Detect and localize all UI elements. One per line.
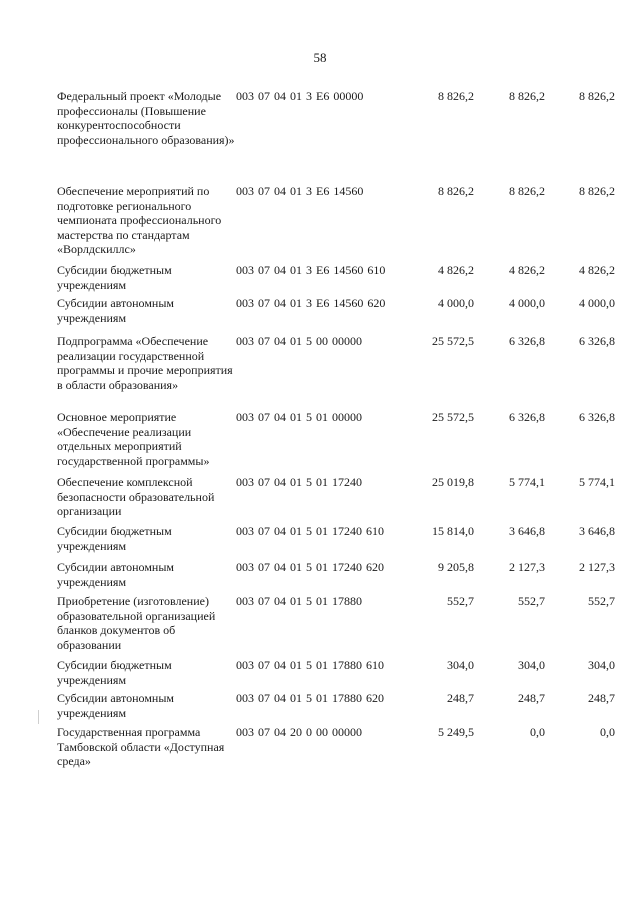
row-value-2: 8 826,2 xyxy=(509,184,545,198)
row-value-1: 304,0 xyxy=(447,658,474,672)
row-value-2: 8 826,2 xyxy=(509,89,545,103)
row-value-2: 2 127,3 xyxy=(509,560,545,574)
row-code: 003 07 04 01 5 00 00000 xyxy=(236,334,362,348)
row-code: 003 07 04 01 5 01 17880 620 xyxy=(236,691,384,705)
row-value-3: 3 646,8 xyxy=(579,524,615,538)
row-value-1: 8 826,2 xyxy=(438,89,474,103)
row-code: 003 07 04 01 5 01 17240 xyxy=(236,475,362,489)
row-code: 003 07 04 01 5 01 00000 xyxy=(236,410,362,424)
row-value-3: 2 127,3 xyxy=(579,560,615,574)
row-name: Обеспечение комплексной безопасности образовательной организации xyxy=(57,475,215,519)
row-value-3: 248,7 xyxy=(588,691,615,705)
row-name: Приобретение (изготовление) образовательной организацией бланков документов об образовании xyxy=(57,594,216,652)
row-code: 003 07 04 01 3 Е6 14560 620 xyxy=(236,296,386,310)
row-value-3: 0,0 xyxy=(600,725,615,739)
row-value-3: 4 000,0 xyxy=(579,296,615,310)
row-value-3: 8 826,2 xyxy=(579,89,615,103)
row-code: 003 07 04 01 3 Е6 14560 610 xyxy=(236,263,386,277)
row-name: Обеспечение мероприятий по подготовке регионального чемпионата профессионального мастерства по стандартам «Ворлдскиллс» xyxy=(57,184,222,257)
row-value-1: 4 826,2 xyxy=(438,263,474,277)
row-value-1: 8 826,2 xyxy=(438,184,474,198)
row-name: Государственная программа Тамбовской области «Доступная среда» xyxy=(57,725,225,769)
row-value-2: 552,7 xyxy=(518,594,545,608)
row-name: Субсидии бюджетным учреждениям xyxy=(57,524,172,553)
row-name: Субсидии бюджетным учреждениям xyxy=(57,263,172,292)
row-code: 003 07 04 01 5 01 17240 620 xyxy=(236,560,384,574)
row-value-1: 248,7 xyxy=(447,691,474,705)
row-value-1: 25 019,8 xyxy=(432,475,474,489)
scan-mark xyxy=(38,710,39,724)
row-value-2: 4 000,0 xyxy=(509,296,545,310)
row-value-2: 3 646,8 xyxy=(509,524,545,538)
row-value-3: 8 826,2 xyxy=(579,184,615,198)
row-name: Субсидии автономным учреждениям xyxy=(57,691,174,720)
row-value-2: 248,7 xyxy=(518,691,545,705)
row-code: 003 07 04 20 0 00 00000 xyxy=(236,725,362,739)
row-name: Подпрограмма «Обеспечение реализации государственной программы и прочие мероприятия в области образования» xyxy=(57,334,233,392)
row-name: Основное мероприятие «Обеспечение реализации отдельных мероприятий государственной программы» xyxy=(57,410,210,468)
row-value-3: 552,7 xyxy=(588,594,615,608)
row-value-3: 304,0 xyxy=(588,658,615,672)
row-name: Федеральный проект «Молодые профессионалы (Повышение конкурентоспособности профессионального образования)» xyxy=(57,89,235,147)
row-value-1: 5 249,5 xyxy=(438,725,474,739)
row-value-1: 552,7 xyxy=(447,594,474,608)
row-value-3: 6 326,8 xyxy=(579,334,615,348)
row-code: 003 07 04 01 5 01 17240 610 xyxy=(236,524,384,538)
row-value-2: 6 326,8 xyxy=(509,410,545,424)
row-value-1: 15 814,0 xyxy=(432,524,474,538)
row-value-2: 4 826,2 xyxy=(509,263,545,277)
row-value-2: 0,0 xyxy=(530,725,545,739)
row-code: 003 07 04 01 3 Е6 00000 xyxy=(236,89,364,103)
row-code: 003 07 04 01 5 01 17880 610 xyxy=(236,658,384,672)
row-value-1: 4 000,0 xyxy=(438,296,474,310)
row-value-3: 5 774,1 xyxy=(579,475,615,489)
row-code: 003 07 04 01 5 01 17880 xyxy=(236,594,362,608)
row-value-2: 5 774,1 xyxy=(509,475,545,489)
row-value-3: 6 326,8 xyxy=(579,410,615,424)
row-code: 003 07 04 01 3 Е6 14560 xyxy=(236,184,364,198)
row-name: Субсидии автономным учреждениям xyxy=(57,296,174,325)
page-number: 58 xyxy=(313,50,327,65)
row-value-1: 25 572,5 xyxy=(432,334,474,348)
row-value-1: 25 572,5 xyxy=(432,410,474,424)
row-name: Субсидии бюджетным учреждениям xyxy=(57,658,172,687)
row-value-1: 9 205,8 xyxy=(438,560,474,574)
row-value-2: 6 326,8 xyxy=(509,334,545,348)
row-name: Субсидии автономным учреждениям xyxy=(57,560,174,589)
row-value-3: 4 826,2 xyxy=(579,263,615,277)
row-value-2: 304,0 xyxy=(518,658,545,672)
